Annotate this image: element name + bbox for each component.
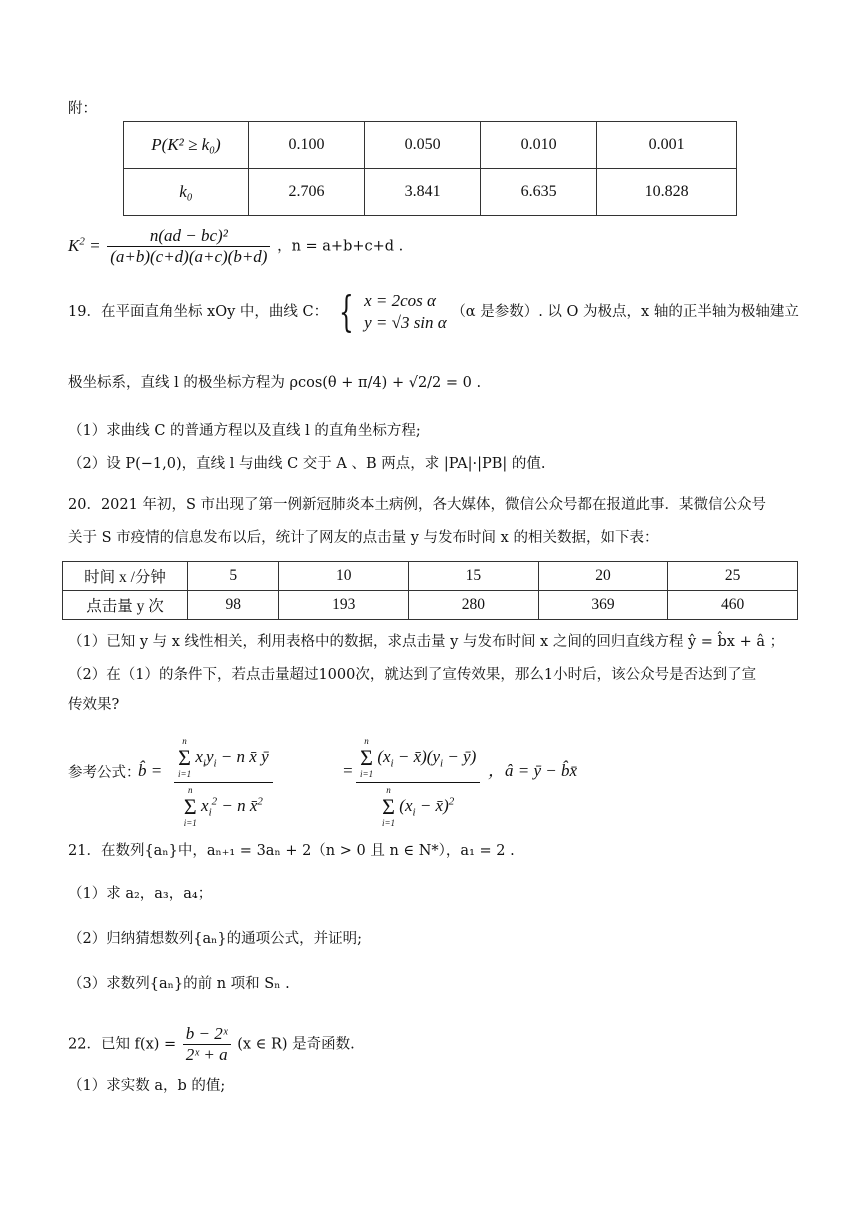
b-hat-fraction-2: n Σ i=1 ($x_i$ − $x̄)(y_i$ − ȳ) n Σ i=1 ($x_i$ − x̄)$^2$ [356,734,480,831]
q20-part2b: 传效果? [68,697,120,713]
q21-line1: 21．在数列{aₙ}中，aₙ₊₁ = 3aₙ + 2（n > 0 且 n ∈ N*），a₁ = 2 . [68,843,515,859]
q21-part2: （2）归纳猜想数列{aₙ}的通项公式，并证明; [68,931,362,947]
appendix-label: 附： [68,101,97,117]
q22-prefix: 22．已知 f(x) = [68,1036,177,1053]
table-cell: P(K² ≥ k₀) [124,122,249,169]
q19-suffix: （α 是参数）. 以 O 为极点，x 轴的正半轴为极轴建立 [451,304,799,320]
q19-line2: 极坐标系，直线 l 的极坐标方程为 ρcos(θ + π/4) + √2/2 = 0 . [68,375,482,391]
q20-line1: 20．2021 年初，S 市出现了第一例新冠肺炎本土病例，各大媒体，微信公众号都在报道此事．某微信公众号 [68,497,766,513]
q20-ref-tail: ，â = ȳ − b̂x̄ [488,761,578,780]
n-formula: ，n = a+b+c+d . [277,238,404,255]
q19-system [364,290,447,334]
b-hat-fraction-1: n Σ i=1 $x_iy_i - n$ x̄ ȳ n Σ i=1 $x_i^2 - n$ x̄$^2$ [174,734,273,831]
table-row [124,122,737,169]
table-cell: 3.841 [365,169,481,216]
table-cell: 98 [188,591,279,620]
q20-part2a: （2）在（1）的条件下，若点击量超过1000次，就达到了宣传效果，那么1小时后，该公众号是否达到了宣 [68,667,757,683]
k2-formula: $K^2$ = $\frac{\text{n(ad − bc)²}}{(a+b)(c+d)(a+c)(b+d)}$ ，n = a+b+c+d . [68,226,404,266]
q20-part1: （1）已知 y 与 x 线性相关，利用表格中的数据，求点击量 y 与发布时间 x 之间的回归直线方程 ŷ = b̂x + â ； [68,634,785,650]
table-cell: 10 [279,562,409,591]
table-cell: 10.828 [597,169,737,216]
q19-line1: 19．在平面直角坐标 xOy 中，曲线 C： { x = 2cos α y = √3 sin α （α 是参数）. 以 O 为极点，x 轴的正半轴为极轴建立 [68,287,799,336]
table-cell: 25 [668,562,798,591]
q20-ref-label: 参考公式： [68,765,141,781]
table-row [63,562,798,591]
q19-eq1: x = 2cos α [364,291,436,310]
q19-eq2: y = √3 sin α [364,313,447,332]
table-cell: 280 [409,591,539,620]
table-cell: 20 [538,562,668,591]
q22-fraction [183,1024,231,1065]
table-cell: 2.706 [249,169,365,216]
table-cell: 0.100 [249,122,365,169]
q19-prefix: 19．在平面直角坐标 xOy 中，曲线 C： [68,304,329,320]
k2-denominator: (a+b)(c+d)(a+c)(b+d) [110,247,268,266]
table-cell: 0.001 [597,122,737,169]
q22-denominator: 2ˣ + a [185,1045,228,1064]
q20-reference-formula: 参考公式： b̂ = n Σ i=1 $x_iy_i - n$ x̄ ȳ n Σ i=1 $x_i^2 - n$ x̄$^2$ = n Σ i=1 ($x_i$ − $x̄)(y_i$ − ȳ) n Σ i=1 ($x_i$ − x̄)$^2$ ，â = ȳ − b̂x̄ [68,734,800,814]
table-cell: k₀ [124,169,249,216]
table-cell: 0.050 [365,122,481,169]
q20-line2: 关于 S 市疫情的信息发布以后，统计了网友的点击量 y 与发布时间 x 的相关数据，如下表： [68,530,659,546]
click-data-table [62,561,798,620]
k2-numerator: n(ad − bc)² [107,226,270,247]
q22-suffix: (x ∈ R) 是奇函数. [237,1036,355,1053]
critical-value-table [123,121,737,216]
table-row [63,591,798,620]
q19-part2: （2）设 P(−1,0)，直线 l 与曲线 C 交于 A 、B 两点，求 |PA|·|PB| 的值. [68,456,546,472]
q22-numerator: b − 2ˣ [183,1024,231,1045]
table-cell: 193 [279,591,409,620]
table-row [124,169,737,216]
table-cell: 6.635 [481,169,597,216]
table-cell: 时间 x /分钟 [63,562,188,591]
q22-part1: （1）求实数 a，b 的值; [68,1078,226,1094]
q22-line1 [68,1024,800,1065]
table-cell: 369 [538,591,668,620]
q21-part1: （1）求 a₂，a₃，a₄； [68,886,213,902]
table-cell: 点击量 y 次 [63,591,188,620]
table-cell: 0.010 [481,122,597,169]
table-cell: 15 [409,562,539,591]
table-cell: 5 [188,562,279,591]
q19-part1: （1）求曲线 C 的普通方程以及直线 l 的直角坐标方程; [68,423,421,439]
table-cell: 460 [668,591,798,620]
q21-part3: （3）求数列{aₙ}的前 n 项和 Sₙ . [68,976,290,992]
